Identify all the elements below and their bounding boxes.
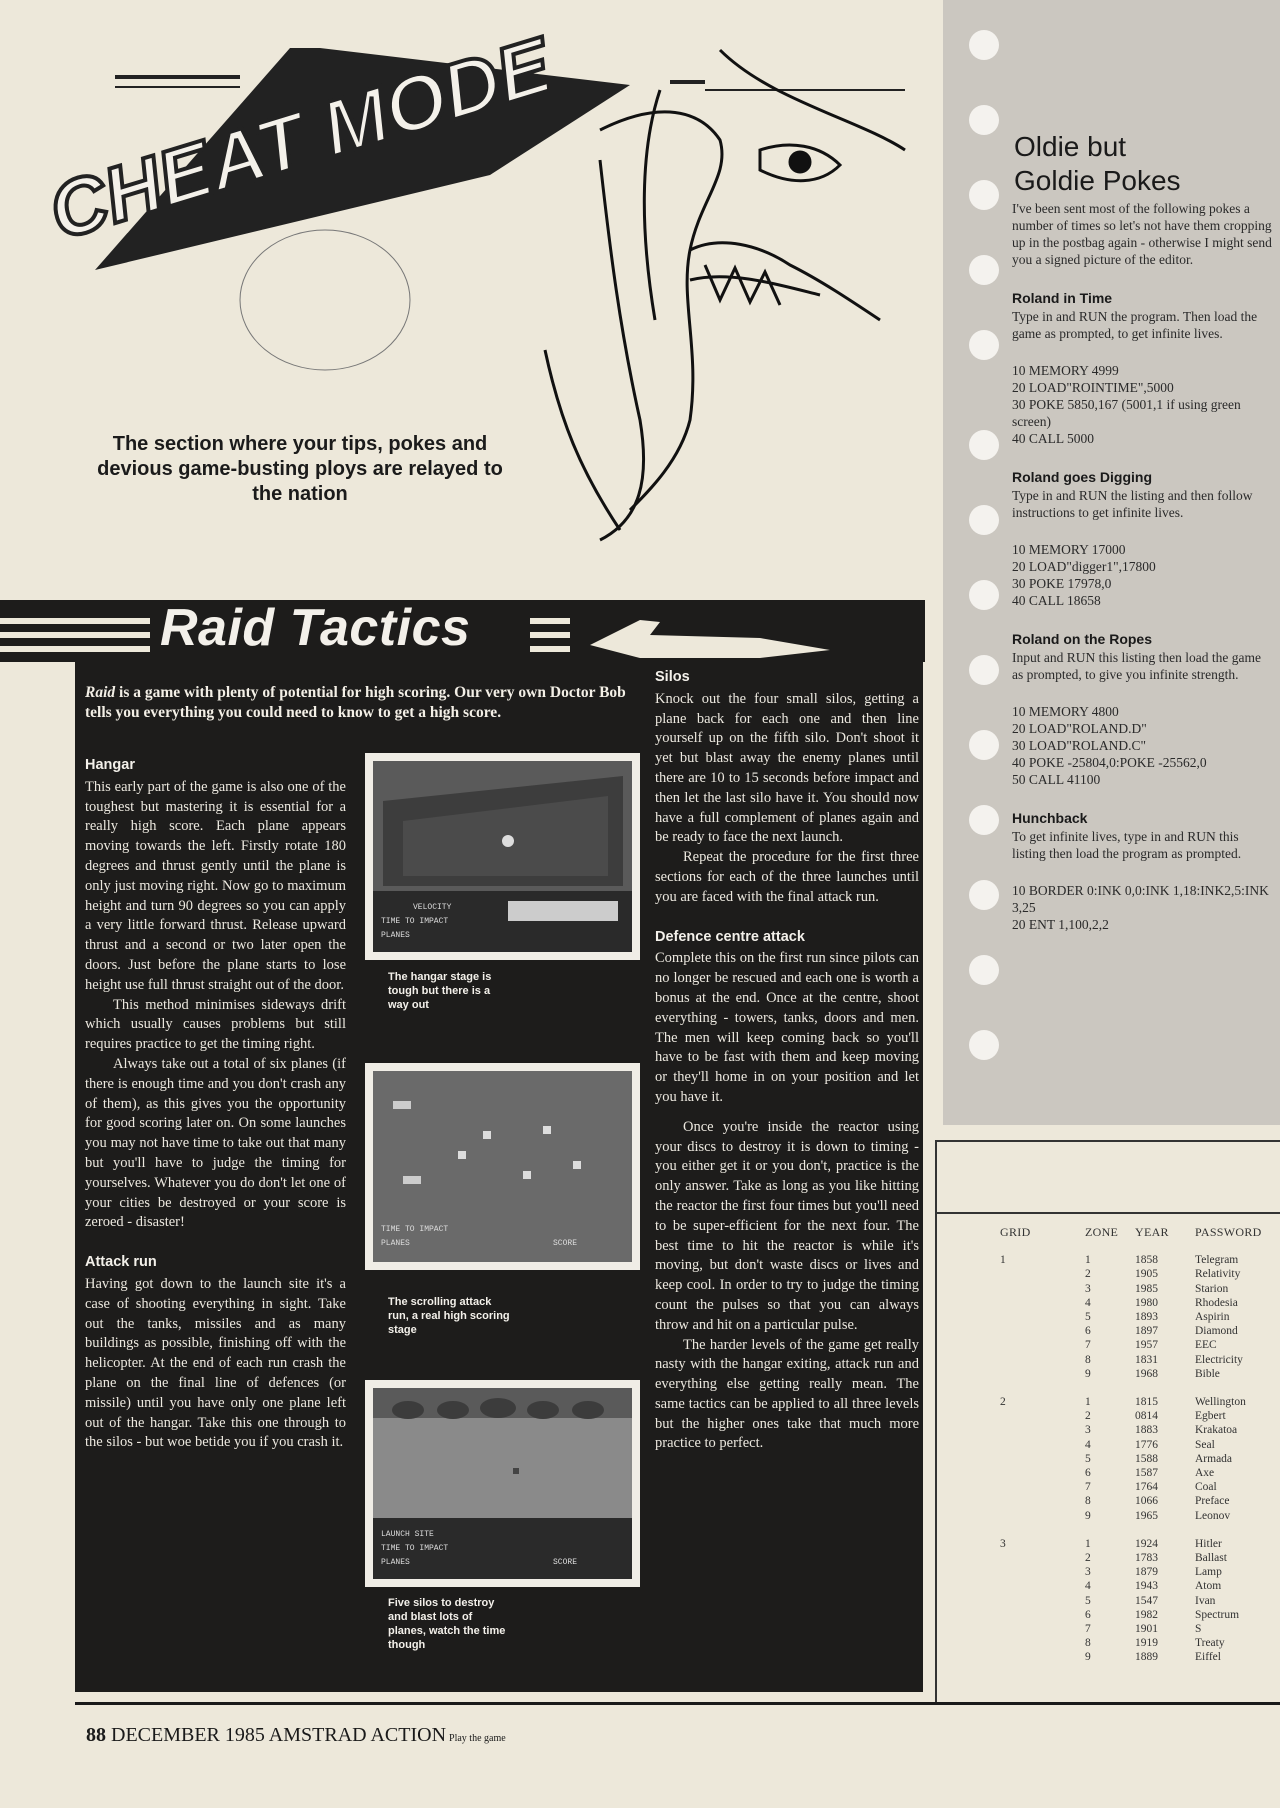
poke-title: Roland on the Ropes <box>1012 631 1152 647</box>
table-cell: 1588 <box>1135 1452 1158 1465</box>
sidebar-intro: I've been sent most of the following pokes a number of times so let's not have them cropping up in the postbag again - otherwise I might send you a signed picture of the editor. <box>1012 201 1272 267</box>
table-cell: 5 <box>1085 1311 1091 1324</box>
table-row <box>1000 1310 1262 1324</box>
table-cell: 9 <box>1085 1367 1091 1380</box>
group-spacer <box>1000 1523 1262 1537</box>
table-cell <box>1000 1452 1075 1466</box>
box-border <box>935 1140 937 1705</box>
column-header: GRID <box>1000 1225 1031 1239</box>
table-cell <box>1000 1338 1075 1352</box>
paragraph: This early part of the game is also one of the toughest but mastering it is essential for a really high score. Each plane appears moving towards the left. Firstly rotate 180 degrees and thrust gently until the plane is only just moving right. Now go to maximum height and turn 90 degrees so you can apply a very little forward thrust. Release upward thrust and a second or two later open the doors. Just before the plane starts to lose height use full thrust straight out of the door. <box>85 778 346 993</box>
title-line: Goldie Pokes <box>1014 165 1181 196</box>
screen-label: PLANES <box>381 1239 410 1248</box>
poke-title: Hunchback <box>1012 810 1088 826</box>
table-cell: 5 <box>1085 1452 1091 1465</box>
table-cell: Coal <box>1195 1481 1217 1494</box>
table-cell <box>1000 1494 1075 1508</box>
sprocket-hole <box>969 880 999 910</box>
table-cell: 1858 <box>1135 1254 1158 1267</box>
table-cell: 3 <box>1000 1537 1006 1550</box>
table-row <box>1000 1494 1262 1508</box>
table-cell <box>1000 1650 1075 1664</box>
subheading-defence: Defence centre attack <box>655 928 805 945</box>
table-cell: 7 <box>1085 1339 1091 1352</box>
table-row <box>1000 1608 1262 1622</box>
silos-scene <box>373 1388 632 1579</box>
table-cell <box>1000 1353 1075 1367</box>
face-illustration <box>545 50 905 540</box>
table-cell: 1965 <box>1135 1509 1158 1522</box>
hangar-scene <box>373 761 632 952</box>
table-row <box>1000 1650 1262 1664</box>
table-cell <box>1000 1509 1075 1523</box>
table-row <box>1000 1409 1262 1423</box>
sprocket-hole <box>969 180 999 210</box>
table-cell: 2 <box>1085 1268 1091 1281</box>
caption-hangar: The hangar stage is tough but there is a way out <box>388 971 492 1011</box>
table-row <box>1000 1367 1262 1381</box>
poke-text: Type in and RUN the program. Then load the game as prompted, to get infinite lives. <box>1012 309 1258 341</box>
table-cell: Leonov <box>1195 1509 1231 1522</box>
table-cell <box>1000 1310 1075 1324</box>
poke-hunchback <box>1012 810 1274 933</box>
paragraph: Having got down to the launch site it's a case of shooting everything in sight. Take out the tanks, missiles and as many buildings as possible, finishing off with the helicopter. At the end of each run crash the plane on the final line of defences (or missile) until you have only one plane left out of the hangar. Take this one through to the silos - but woe betide you if you crash it. <box>85 1275 346 1451</box>
title-line: Oldie but <box>1014 131 1127 162</box>
table-cell <box>1000 1423 1075 1437</box>
code-line: 40 POKE -25804,0:POKE -25562,0 <box>1012 755 1207 770</box>
sprocket-hole <box>969 30 999 60</box>
subheading-attack-run: Attack run <box>85 1254 157 1271</box>
table-row <box>1000 1353 1262 1367</box>
sketch-oval <box>240 230 410 370</box>
sprocket-hole <box>969 330 999 360</box>
caption-attack-run: The scrolling attack run, a real high scoring stage <box>388 1296 510 1336</box>
code-listing <box>1012 703 1274 788</box>
paragraph: Once you're inside the reactor using your discs to destroy it is down to timing - you either get it or you don't, practice is the only answer. Take as long as you like hitting the reactor the first four times but you'll need to be super-efficient for the next four. The best time to hit the reactor is while it's moving, but don't waste discs or lives and keep cool. In order to try to judge the timing count the pulses so that you can always throw and hit on a particular pulse. <box>655 1118 919 1333</box>
page-footer <box>86 1724 506 1747</box>
paragraph: This method minimises sideways drift which usually causes problems but still requires practice to get the timing right. <box>85 996 346 1053</box>
table-cell: Ballast <box>1195 1552 1227 1565</box>
table-header-row <box>1000 1225 1262 1253</box>
code-line: 20 LOAD"ROLAND.D" <box>1012 721 1147 736</box>
table-cell: Ivan <box>1195 1594 1216 1607</box>
table-row <box>1000 1594 1262 1608</box>
table-cell: Spectrum <box>1195 1608 1240 1621</box>
poke-title: Roland goes Digging <box>1012 469 1152 485</box>
code-line: 10 MEMORY 4999 <box>1012 363 1119 378</box>
poke-text: Input and RUN this listing then load the game as prompted, to give you infinite strength. <box>1012 650 1261 682</box>
table-cell: 1783 <box>1135 1552 1158 1565</box>
code-line: 20 LOAD"digger1",17800 <box>1012 559 1156 574</box>
caption-silos: Five silos to destroy and blast lots of planes, watch the time though <box>388 1597 506 1651</box>
table-row <box>1000 1324 1262 1338</box>
poke-title: Roland in Time <box>1012 290 1113 306</box>
group-spacer <box>1000 1381 1262 1395</box>
table-cell: Preface <box>1195 1495 1230 1508</box>
raid-tactics-title: Raid Tactics <box>160 599 471 657</box>
table-cell: 7 <box>1085 1623 1091 1636</box>
sprocket-hole <box>969 730 999 760</box>
paragraph: The harder levels of the game get really nasty with the hangar exiting, attack run and everything else getting really mean. The same tactics can be applied to all three levels but the higher ones take that much more practice to perfect. <box>655 1336 919 1452</box>
code-line: 50 CALL 41100 <box>1012 772 1101 787</box>
table-cell: 1879 <box>1135 1566 1158 1579</box>
table-row <box>1000 1480 1262 1494</box>
table-cell: 1764 <box>1135 1481 1158 1494</box>
speed-stripe <box>530 618 570 624</box>
sprocket-hole <box>969 430 999 460</box>
screen-label: TIME TO IMPACT <box>381 1544 449 1553</box>
table-cell: 1 <box>1085 1254 1091 1267</box>
table-cell: 1943 <box>1135 1580 1158 1593</box>
table-cell: 6 <box>1085 1467 1091 1480</box>
table-cell: 1957 <box>1135 1339 1158 1352</box>
article-column-left <box>85 756 346 1453</box>
table-row <box>1000 1579 1262 1593</box>
poke-roland-on-the-ropes <box>1012 631 1274 788</box>
table-row <box>1000 1636 1262 1650</box>
table-cell: 1831 <box>1135 1353 1158 1366</box>
poke-text: Type in and RUN the listing and then follow instructions to get infinite lives. <box>1012 488 1253 520</box>
sprocket-hole <box>969 105 999 135</box>
table-cell: Starion <box>1195 1282 1229 1295</box>
password-table-body <box>1000 1253 1262 1664</box>
sprocket-hole <box>969 255 999 285</box>
table-cell: 2 <box>1085 1552 1091 1565</box>
column-header: ZONE <box>1085 1225 1119 1239</box>
table-cell: EEC <box>1195 1339 1217 1352</box>
table-cell: 1982 <box>1135 1608 1158 1621</box>
section-tagline: The section where your tips, pokes and devious game-busting ploys are relayed to the nation <box>97 433 503 505</box>
table-cell <box>1000 1480 1075 1494</box>
code-line: 10 MEMORY 4800 <box>1012 704 1119 719</box>
table-cell <box>1000 1608 1075 1622</box>
cheat-mode-logo: CHEAT MODE <box>39 20 561 257</box>
table-cell <box>1000 1622 1075 1636</box>
footer-slogan: Play the game <box>449 1733 506 1744</box>
sprocket-hole <box>969 955 999 985</box>
table-cell: Lamp <box>1195 1566 1222 1579</box>
table-cell: Treaty <box>1195 1637 1225 1650</box>
game-screen <box>373 1071 632 1262</box>
attack-run-scene <box>373 1071 632 1262</box>
table-cell <box>1000 1324 1075 1338</box>
table-row <box>1000 1452 1262 1466</box>
table-cell: 1547 <box>1135 1594 1158 1607</box>
table-cell: Hitler <box>1195 1537 1222 1550</box>
table-cell: Egbert <box>1195 1410 1226 1423</box>
table-row <box>1000 1338 1262 1352</box>
issue-info: DECEMBER 1985 AMSTRAD ACTION <box>106 1724 447 1746</box>
code-line: 20 ENT 1,100,2,2 <box>1012 917 1109 932</box>
table-cell: Rhodesia <box>1195 1296 1238 1309</box>
table-cell: 2 <box>1085 1410 1091 1423</box>
screenshot-hangar <box>365 753 640 960</box>
table-cell <box>1000 1367 1075 1381</box>
table-cell: S <box>1195 1623 1202 1636</box>
poke-text: To get infinite lives, type in and RUN this listing then load the program as prompted. <box>1012 829 1242 861</box>
table-row <box>1000 1267 1262 1281</box>
footer-rule <box>75 1702 1280 1705</box>
code-line: 30 POKE 5850,167 (5001,1 if using green screen) <box>1012 397 1245 429</box>
code-line: 30 POKE 17978,0 <box>1012 576 1112 591</box>
sprocket-hole <box>969 580 999 610</box>
table-row <box>1000 1438 1262 1452</box>
speed-stripe <box>530 646 570 652</box>
table-cell <box>1000 1438 1075 1452</box>
table-row <box>1000 1565 1262 1579</box>
table-cell: Axe <box>1195 1467 1215 1480</box>
pokes-content <box>1012 130 1274 955</box>
table-cell: 4 <box>1085 1438 1091 1451</box>
table-row <box>1000 1282 1262 1296</box>
table-cell <box>1000 1267 1075 1281</box>
table-cell: Bible <box>1195 1367 1220 1380</box>
table-cell: Wellington <box>1195 1396 1246 1409</box>
table-cell: Diamond <box>1195 1325 1238 1338</box>
table-cell: 3 <box>1085 1282 1091 1295</box>
table-cell: Krakatoa <box>1195 1424 1238 1437</box>
speed-stripe <box>530 632 570 638</box>
code-line: 10 MEMORY 17000 <box>1012 542 1126 557</box>
sprocket-hole <box>969 655 999 685</box>
paragraph: Complete this on the first run since pilots can no longer be rescued and each one is worth a bonus at the end. Once at the centre, shoot everything - towers, tanks, doors and men. The men will keep coming back so you'll have to be fast with them and keep moving or they'll home in on your position and let you have it. <box>655 950 919 1105</box>
subheading-silos: Silos <box>655 669 690 685</box>
table-cell: 6 <box>1085 1325 1091 1338</box>
screen-label: SCORE <box>553 1239 578 1248</box>
paragraph: Always take out a total of six planes (if there is enough time and you don't crash any of them), as this gives you the opportunity for good scoring later on. On some launches you may not have time to take out that many but you'll have to judge the timing for yourselves. Whatever you do don't let one of your cities be destroyed or your score is zeroed - disaster! <box>85 1055 346 1231</box>
table-cell: 8 <box>1085 1637 1091 1650</box>
code-listing <box>1012 362 1274 447</box>
code-line: 40 CALL 5000 <box>1012 431 1094 446</box>
raid-intro <box>85 683 640 723</box>
table-cell: 1968 <box>1135 1367 1158 1380</box>
table-row <box>1000 1296 1262 1310</box>
screen-label: SCORE <box>553 1558 578 1567</box>
table-cell: 1905 <box>1135 1268 1158 1281</box>
sprocket-hole <box>969 1030 999 1060</box>
table-cell <box>1000 1579 1075 1593</box>
table-cell: 6 <box>1085 1608 1091 1621</box>
password-table <box>1000 1225 1262 1665</box>
code-line: 30 LOAD"ROLAND.C" <box>1012 738 1147 753</box>
table-cell: 4 <box>1085 1580 1091 1593</box>
poke-roland-in-time <box>1012 290 1274 447</box>
code-line: 20 LOAD"ROINTIME",5000 <box>1012 380 1174 395</box>
box-border <box>935 1212 1280 1214</box>
table-cell: 1893 <box>1135 1311 1158 1324</box>
table-row <box>1000 1509 1262 1523</box>
subheading-hangar: Hangar <box>85 757 135 773</box>
speed-stripe <box>0 618 150 624</box>
screenshot-attack-run <box>365 1063 640 1270</box>
intro-text: is a game with plenty of potential for high scoring. Our very own Doctor Bob tells you everything you could need to know to get a high score. <box>85 684 626 721</box>
table-cell: Eiffel <box>1195 1651 1221 1664</box>
article-column-right <box>655 668 919 1454</box>
screen-label: TIME TO IMPACT <box>381 917 449 926</box>
box-border <box>935 1140 1280 1142</box>
table-row <box>1000 1253 1262 1267</box>
game-screen <box>373 761 632 952</box>
table-row <box>1000 1537 1262 1551</box>
table-cell: 8 <box>1085 1353 1091 1366</box>
sidebar-title <box>1014 130 1274 198</box>
table-cell <box>1000 1551 1075 1565</box>
table-cell: 1776 <box>1135 1438 1158 1451</box>
table-cell: 1980 <box>1135 1296 1158 1309</box>
table-row <box>1000 1395 1262 1409</box>
table-cell: Seal <box>1195 1438 1215 1451</box>
screen-label: LAUNCH SITE <box>381 1530 434 1539</box>
screen-label: PLANES <box>381 931 410 940</box>
table-cell: Aspirin <box>1195 1311 1230 1324</box>
table-cell: 1901 <box>1135 1623 1158 1636</box>
game-screen <box>373 1388 632 1579</box>
paragraph: Repeat the procedure for the first three sections for each of the three launches until you are faced with the final attack run. <box>655 849 919 905</box>
table-cell: 7 <box>1085 1481 1091 1494</box>
sprocket-hole <box>969 505 999 535</box>
column-header: PASSWORD <box>1195 1225 1262 1239</box>
screen-label: VELOCITY <box>413 903 452 912</box>
table-cell <box>1000 1282 1075 1296</box>
poke-roland-goes-digging <box>1012 469 1274 609</box>
table-cell: 1066 <box>1135 1495 1158 1508</box>
table-cell <box>1000 1594 1075 1608</box>
table-cell: 1919 <box>1135 1637 1158 1650</box>
table-cell: 0814 <box>1135 1410 1158 1423</box>
code-line: 10 BORDER 0:INK 0,0:INK 1,18:INK2,5:INK 3,25 <box>1012 883 1273 915</box>
table-cell: Electricity <box>1195 1353 1243 1366</box>
speed-stripe <box>0 632 150 638</box>
table-cell <box>1000 1296 1075 1310</box>
table-cell: 4 <box>1085 1296 1091 1309</box>
screen-label: TIME TO IMPACT <box>381 1225 449 1234</box>
table-cell: Armada <box>1195 1452 1233 1465</box>
table-row <box>1000 1466 1262 1480</box>
column-header: YEAR <box>1135 1225 1169 1239</box>
screen-label: PLANES <box>381 1558 410 1567</box>
table-row <box>1000 1551 1262 1565</box>
table-cell: 1 <box>1085 1396 1091 1409</box>
table-cell: 1 <box>1085 1537 1091 1550</box>
code-listing <box>1012 882 1274 933</box>
code-listing <box>1012 541 1274 609</box>
game-name: Raid <box>85 684 116 701</box>
speed-stripe <box>0 646 150 652</box>
paragraph: Knock out the four small silos, getting a plane back for each one and then line yourself up on the fifth silo. Don't shoot it yet but blast away the enemy planes until there are 10 to 15 seconds before impact and then let the last silo have it. You should now have a full complement of planes again and be ready to face the next launch. <box>655 690 919 846</box>
table-row <box>1000 1423 1262 1437</box>
table-cell <box>1000 1409 1075 1423</box>
table-cell: 1587 <box>1135 1467 1158 1480</box>
table-cell <box>1000 1636 1075 1650</box>
table-cell: 1883 <box>1135 1424 1158 1437</box>
table-cell: 9 <box>1085 1651 1091 1664</box>
table-cell <box>1000 1466 1075 1480</box>
code-line: 40 CALL 18658 <box>1012 593 1101 608</box>
table-cell: Atom <box>1195 1580 1222 1593</box>
table-cell: 1889 <box>1135 1651 1158 1664</box>
table-cell: 2 <box>1000 1396 1006 1409</box>
table-cell: 1815 <box>1135 1396 1158 1409</box>
table-cell: 1 <box>1000 1254 1006 1267</box>
sprocket-hole <box>969 805 999 835</box>
table-cell: Relativity <box>1195 1268 1241 1281</box>
table-cell: 1924 <box>1135 1537 1158 1550</box>
page-number: 88 <box>86 1724 106 1746</box>
table-cell: 1985 <box>1135 1282 1158 1295</box>
table-cell: 5 <box>1085 1594 1091 1607</box>
table-cell <box>1000 1565 1075 1579</box>
screenshot-silos <box>365 1380 640 1587</box>
table-cell: 3 <box>1085 1566 1091 1579</box>
table-cell: Telegram <box>1195 1254 1239 1267</box>
table-cell: 1897 <box>1135 1325 1158 1338</box>
table-cell: 8 <box>1085 1495 1091 1508</box>
table-row <box>1000 1622 1262 1636</box>
table-cell: 9 <box>1085 1509 1091 1522</box>
table-cell: 3 <box>1085 1424 1091 1437</box>
